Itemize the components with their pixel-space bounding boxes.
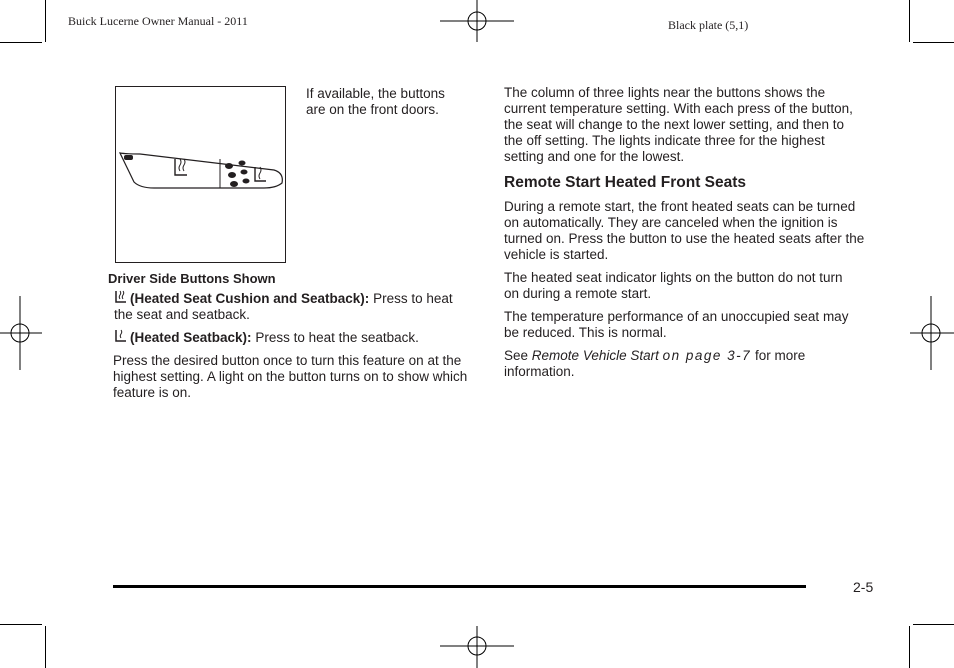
right-paragraph-2: During a remote start, the front heated seats can be turned on automatically. They are canceled when the ignition is turned on. Press the button to use the heated seats after the vehicle is started.	[504, 199, 865, 262]
header-manual-title: Buick Lucerne Owner Manual - 2011	[68, 14, 248, 28]
crop-mark-tl-h	[0, 42, 42, 43]
crop-mark-br-v	[909, 626, 910, 668]
see-prefix: See	[504, 348, 529, 363]
right-paragraph-3: The heated seat indicator lights on the button do not turn on during a remote start.	[504, 270, 843, 301]
registration-mark-top	[440, 0, 516, 44]
right-paragraph-4: The temperature performance of an unoccupied seat may be reduced. This is normal.	[504, 309, 849, 340]
left-paragraph: Press the desired button once to turn this feature on at the highest setting. A light on the button turns on to show which feature is on.	[113, 353, 468, 400]
page-number: 2-5	[853, 579, 874, 595]
figure-frame	[115, 86, 286, 263]
crop-mark-br-h	[913, 624, 954, 625]
see-page-ref[interactable]: on page 3-7	[662, 348, 752, 363]
crop-mark-bl-h	[0, 624, 42, 625]
registration-mark-bottom	[440, 626, 516, 668]
see-reference	[504, 348, 860, 380]
figure-side-text: If available, the buttons are on the front doors.	[306, 86, 445, 117]
item1-label: (Heated Seat Cushion and Seatback):	[130, 291, 370, 306]
item2-label: (Heated Seatback):	[130, 330, 252, 345]
footer-rule	[113, 585, 806, 588]
heated-seat-cushion-icon	[114, 290, 128, 304]
heated-seatback-icon	[114, 329, 128, 343]
heated-seatback-item	[114, 329, 470, 346]
header-plate-label: Black plate (5,1)	[668, 18, 749, 32]
registration-mark-right	[910, 296, 954, 372]
section-heading: Remote Start Heated Front Seats	[504, 174, 747, 191]
crop-mark-tr-h	[913, 42, 954, 43]
item1-text: Press to heat the seat and seatback.	[114, 291, 453, 322]
heated-seat-cushion-item	[114, 290, 470, 323]
registration-mark-left	[0, 296, 42, 372]
see-ref-link[interactable]: Remote Vehicle Start	[531, 348, 659, 363]
crop-mark-bl-v	[45, 626, 46, 668]
crop-mark-tr-v	[909, 0, 910, 42]
see-suffix: for more information.	[504, 348, 806, 379]
door-buttons-illustration	[116, 87, 285, 262]
figure-caption: Driver Side Buttons Shown	[108, 271, 276, 286]
crop-mark-tl-v	[45, 0, 46, 42]
item2-text: Press to heat the seatback.	[255, 330, 419, 345]
right-paragraph-1: The column of three lights near the buttons shows the current temperature setting. With each press of the button, the seat will change to the next lower setting, and then to the off setting. The lights indicate three for the highest setting and one for the lowest.	[504, 85, 853, 164]
